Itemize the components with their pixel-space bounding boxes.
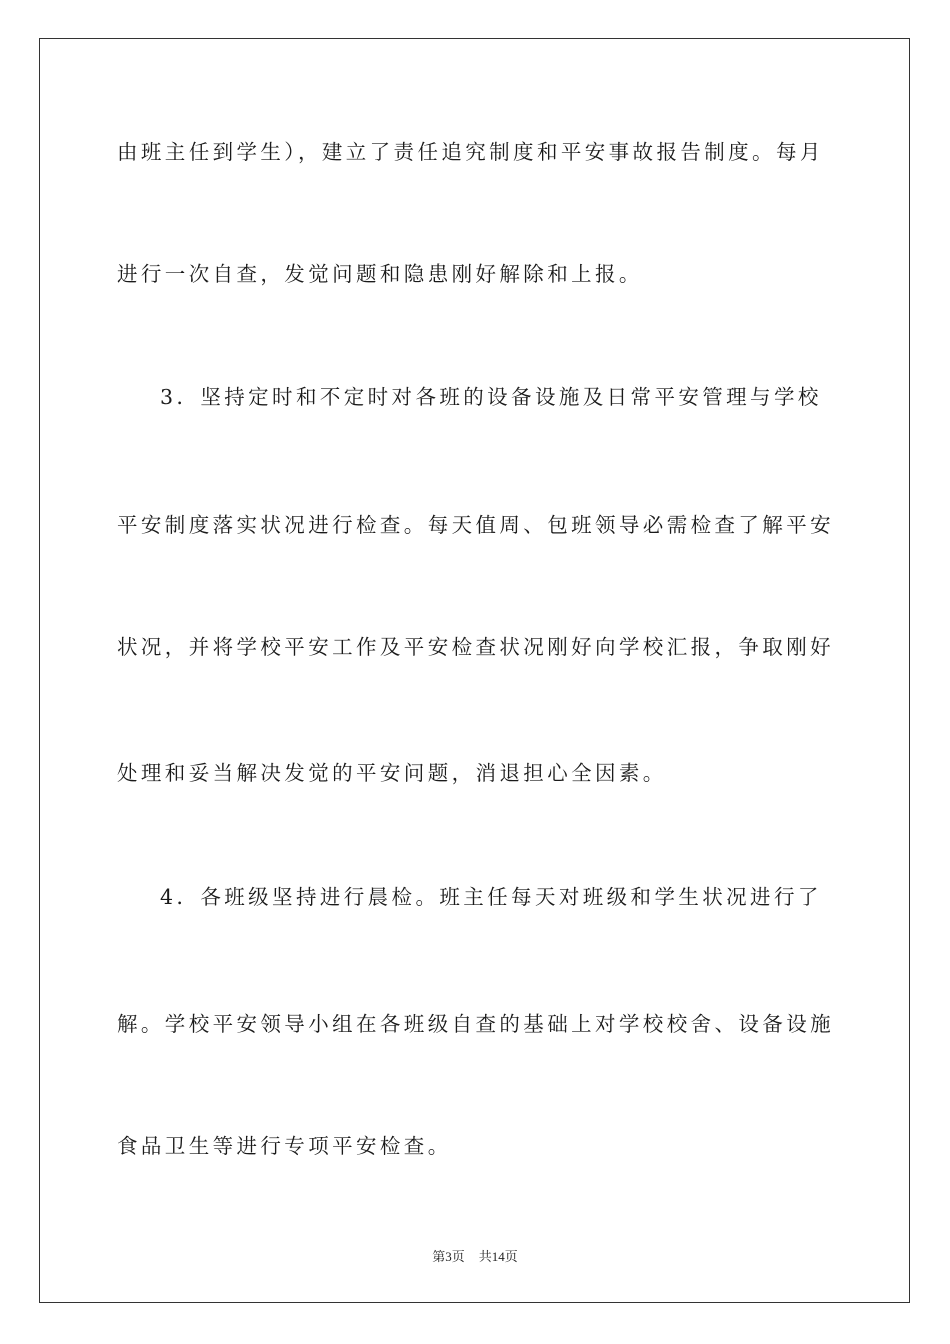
body-text-line: 食品卫生等进行专项平安检查。	[117, 1134, 452, 1158]
body-text-line: 处理和妥当解决发觉的平安问题，消退担心全因素。	[117, 761, 667, 785]
page-number-current: 第3页	[432, 1249, 465, 1264]
body-text-line: 由班主任到学生），建立了责任追究制度和平安事故报告制度。每月	[117, 140, 824, 164]
body-text-line: 平安制度落实状况进行检查。每天值周、包班领导必需检查了解平安	[117, 513, 834, 537]
page-border	[39, 38, 910, 1303]
paragraph-4-first-line: 4．各班级坚持进行晨检。班主任每天对班级和学生状况进行了	[160, 885, 822, 909]
body-text-line: 进行一次自查，发觉问题和隐患刚好解除和上报。	[117, 262, 643, 286]
page-footer	[0, 1248, 950, 1266]
body-text-line: 状况，并将学校平安工作及平安检查状况刚好向学校汇报，争取刚好	[117, 635, 834, 659]
body-text-line: 解。学校平安领导小组在各班级自查的基础上对学校校舍、设备设施	[117, 1012, 834, 1036]
paragraph-3-first-line: 3．坚持定时和不定时对各班的设备设施及日常平安管理与学校	[160, 385, 822, 409]
page-number-total: 共14页	[478, 1249, 518, 1264]
